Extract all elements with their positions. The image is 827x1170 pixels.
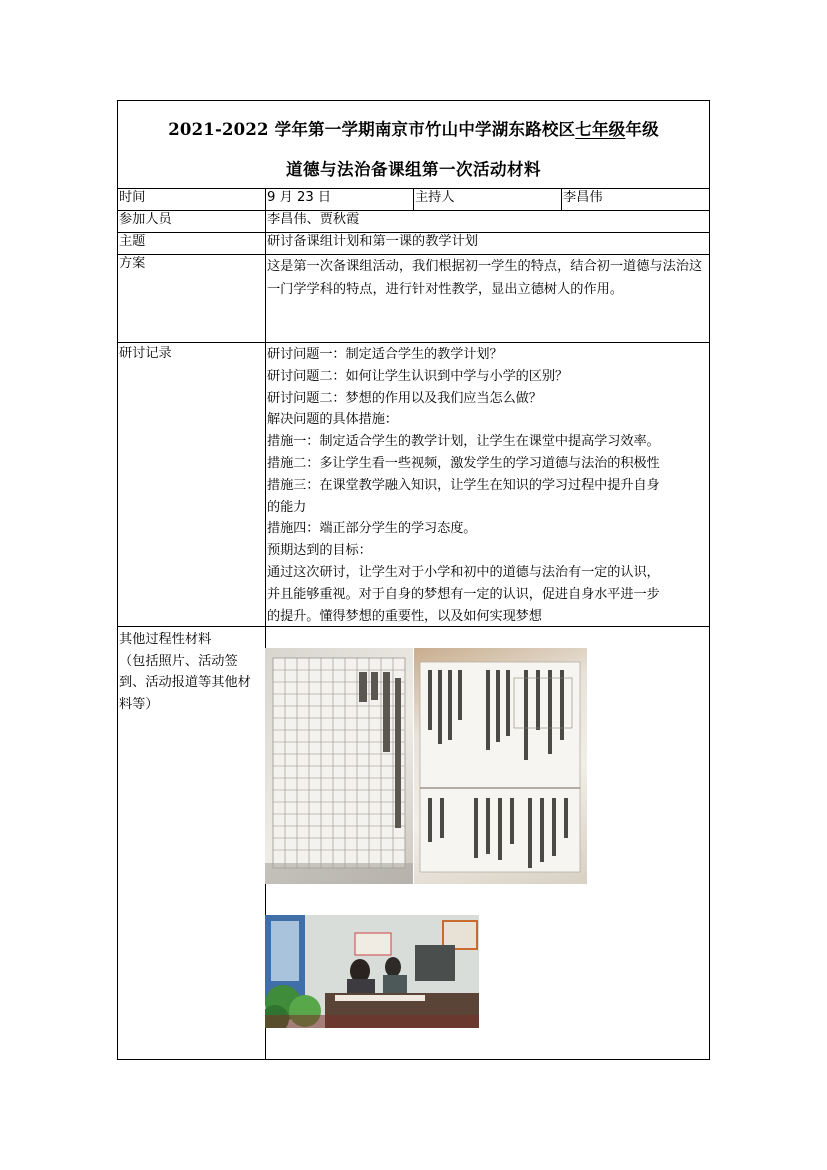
- row-participants: [118, 211, 709, 233]
- row-discussion: [118, 343, 709, 627]
- materials-label: 其他过程性材料 （包括照片、活动签 到、活动报道等其他材 料等）: [118, 627, 266, 1060]
- title-line-2: 道德与法治备课组第一次活动材料: [286, 160, 541, 179]
- participants-label: 参加人员: [118, 211, 266, 232]
- row-plan: [118, 255, 709, 343]
- discussion-line: 研讨问题二：梦想的作用以及我们应当怎么做？: [267, 390, 542, 406]
- row-time: [118, 189, 709, 211]
- topic-value: 研讨备课组计划和第一课的教学计划: [267, 234, 478, 249]
- plan-value: 这是第一次备课组活动，我们根据初一学生的特点，结合初一道德与法治这一门学学科的特点，进行针对性教学，显出立德树人的作用。: [267, 259, 703, 297]
- discussion-line: 措施三：在课堂教学融入知识，让学生在知识的学习过程中提升自身: [267, 477, 660, 493]
- topic-label: 主题: [118, 233, 266, 254]
- discussion-line: 并且能够重视。对于自身的梦想有一定的认识，促进自身水平进一步: [267, 586, 660, 602]
- discussion-line: 措施一：制定适合学生的教学计划，让学生在课堂中提高学习效率。: [267, 434, 660, 450]
- discussion-line: 的提升。懂得梦想的重要性，以及如何实现梦想: [267, 608, 542, 624]
- document-title: [118, 101, 709, 189]
- title-line-1: 2021-2022 学年第一学期南京市竹山中学湖东路校区七年级年级: [168, 120, 659, 139]
- participants-value: 李昌伟、贾秋霞: [267, 212, 360, 227]
- sign-in-sheet-photo: [265, 648, 413, 884]
- discussion-line: 研讨问题一：制定适合学生的教学计划？: [267, 347, 503, 362]
- meeting-photo: [265, 915, 479, 1028]
- host-value: 李昌伟: [563, 190, 603, 205]
- grade-underlined: 七年级: [575, 120, 626, 139]
- plan-label: 方案: [118, 255, 266, 342]
- sign-in-sheet-image: [265, 648, 413, 884]
- discussion-content: [266, 343, 709, 626]
- discussion-line: 的能力: [267, 499, 307, 515]
- row-topic: [118, 233, 709, 255]
- record-sheets-image: [414, 648, 587, 884]
- discussion-line: 措施二：多让学生看一些视频，激发学生的学习道德与法治的积极性: [267, 455, 660, 471]
- host-label: 主持人: [414, 189, 562, 210]
- discussion-label: 研讨记录: [118, 343, 266, 626]
- time-value: 9 月 23 日: [266, 189, 414, 210]
- time-label: 时间: [118, 189, 266, 210]
- record-sheets-photo: [414, 648, 587, 884]
- discussion-line: 解决问题的具体措施：: [267, 412, 398, 428]
- discussion-line: 措施四：端正部分学生的学习态度。: [267, 521, 477, 537]
- meeting-scene-image: [265, 915, 479, 1028]
- discussion-line: 预期达到的目标：: [267, 543, 372, 559]
- discussion-line: 研讨问题二：如何让学生认识到中学与小学的区别？: [267, 368, 569, 384]
- discussion-line: 通过这次研讨，让学生对于小学和初中的道德与法治有一定的认识，: [267, 564, 660, 580]
